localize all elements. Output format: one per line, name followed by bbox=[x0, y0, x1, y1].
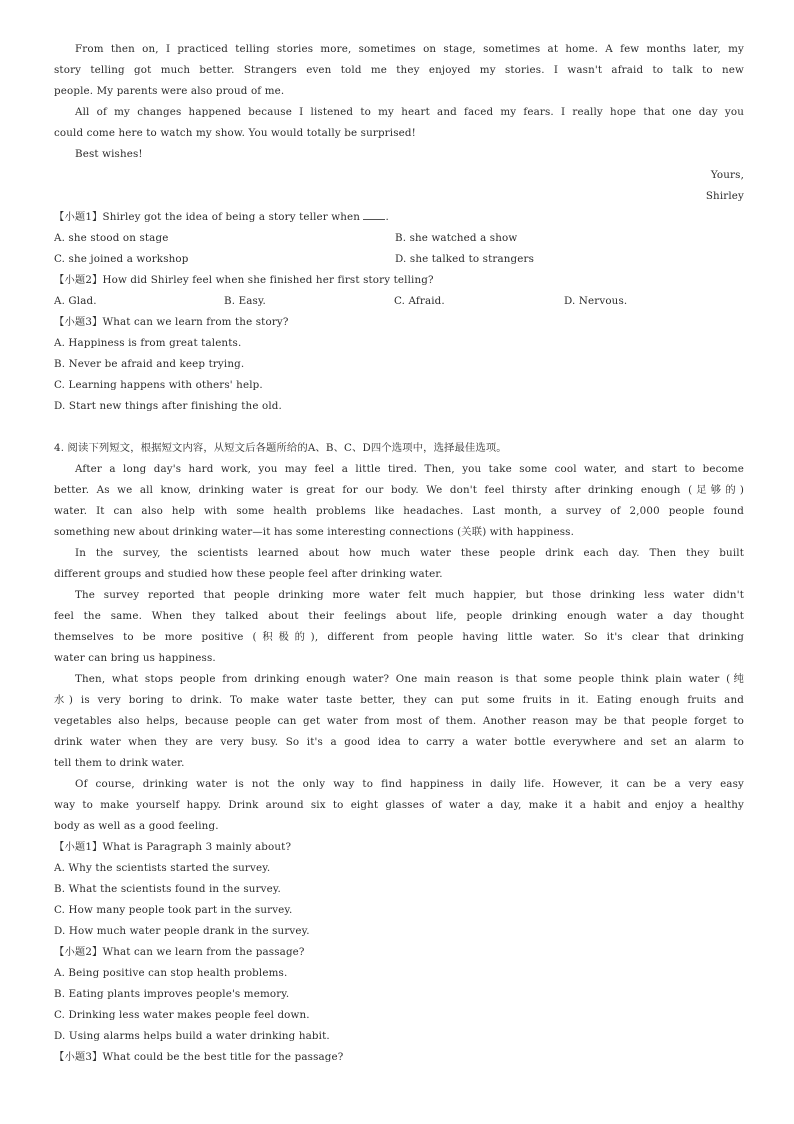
text-line: could come here to watch my show. You would totally be surprised! bbox=[54, 127, 416, 139]
text-line: story telling got much better. Strangers even told me they enjoyed my stories. I wasn't afraid to talk to new bbox=[54, 64, 744, 76]
question-3-2 bbox=[54, 270, 744, 312]
option-c[interactable]: C. she joined a workshop bbox=[54, 253, 189, 265]
option-d[interactable]: D. Using alarms helps build a water drinking habit. bbox=[54, 1030, 330, 1042]
passage4-paragraph-2 bbox=[54, 543, 744, 585]
options-row bbox=[54, 228, 744, 249]
text-line: feel the same. When they talked about their feelings about life, people drinking enough water a day thought bbox=[54, 610, 744, 622]
option-b[interactable]: B. she watched a show bbox=[395, 232, 518, 244]
text-line: people. My parents were also proud of me. bbox=[54, 85, 285, 97]
option-b[interactable]: B. Never be afraid and keep trying. bbox=[54, 358, 245, 370]
text-line: drink water when they are very busy. So it's a good idea to carry a water bottle everywhere and set an alarm to bbox=[54, 736, 744, 748]
question-4-3 bbox=[54, 1047, 744, 1068]
text-line: Then, what stops people from drinking enough water? One main reason is that some people think plain water (纯 bbox=[75, 673, 744, 685]
option-a[interactable]: A. Why the scientists started the survey. bbox=[54, 862, 271, 874]
question-stem: 【小题2】How did Shirley feel when she finished her first story telling? bbox=[54, 274, 434, 286]
option-a[interactable]: A. she stood on stage bbox=[54, 232, 169, 244]
question-3-1 bbox=[54, 207, 744, 270]
passage3-paragraph-2 bbox=[54, 102, 744, 144]
text-line: All of my changes happened because I listened to my heart and faced my fears. I really hope that one day you bbox=[75, 106, 744, 118]
option-d[interactable]: D. she talked to strangers bbox=[395, 253, 535, 265]
question-stem: 【小题3】What can we learn from the story? bbox=[54, 316, 289, 328]
text-line: vegetables also helps, because people can get water from most of them. Another reason may be that people forget to bbox=[54, 715, 744, 727]
question-4-2 bbox=[54, 942, 744, 1047]
answer-blank bbox=[363, 210, 385, 220]
option-c[interactable]: C. Afraid. bbox=[394, 295, 445, 307]
text-line: tell them to drink water. bbox=[54, 757, 185, 769]
text-line: 水) is very boring to drink. To make water taste better, they can put some fruits in it. Eating enough fruits and bbox=[54, 694, 744, 706]
text-line: better. As we all know, drinking water is great for our body. We don't feel thirsty after drinking enough (足够的) bbox=[54, 484, 744, 496]
passage4-paragraph-5 bbox=[54, 774, 744, 837]
text-line: body as well as a good feeling. bbox=[54, 820, 219, 832]
option-b[interactable]: B. Eating plants improves people's memory. bbox=[54, 988, 290, 1000]
question-3-3 bbox=[54, 312, 744, 417]
option-b[interactable]: B. What the scientists found in the survey. bbox=[54, 883, 281, 895]
passage4-paragraph-4 bbox=[54, 669, 744, 774]
exam-page bbox=[54, 39, 744, 1068]
text-line: From then on, I practiced telling stories more, sometimes on stage, sometimes at home. A few months later, my bbox=[75, 43, 744, 55]
option-b[interactable]: B. Easy. bbox=[224, 295, 266, 307]
text-line: way to make yourself happy. Drink around six to eight glasses of water a day, make it a habit and enjoy a healthy bbox=[54, 799, 744, 811]
text-line: themselves to be more positive (积极的), different from people having little water. So it's clear that drinking bbox=[54, 631, 744, 643]
question-stem: 【小题2】What can we learn from the passage? bbox=[54, 946, 305, 958]
passage4-paragraph-1 bbox=[54, 459, 744, 543]
option-c[interactable]: C. Learning happens with others' help. bbox=[54, 379, 263, 391]
passage4-paragraph-3 bbox=[54, 585, 744, 669]
option-a[interactable]: A. Glad. bbox=[54, 295, 97, 307]
letter-closing: Best wishes! bbox=[75, 148, 143, 160]
option-a[interactable]: A. Happiness is from great talents. bbox=[54, 337, 242, 349]
options-row bbox=[54, 291, 744, 312]
option-a[interactable]: A. Being positive can stop health problems. bbox=[54, 967, 288, 979]
question-stem: 【小题1】What is Paragraph 3 mainly about? bbox=[54, 841, 292, 853]
text-line: different groups and studied how these people feel after drinking water. bbox=[54, 568, 443, 580]
option-c[interactable]: C. How many people took part in the survey. bbox=[54, 904, 293, 916]
letter-signature: Shirley bbox=[705, 190, 744, 202]
options-row bbox=[54, 249, 744, 270]
text-line: water can bring us happiness. bbox=[54, 652, 216, 664]
text-line: In the survey, the scientists learned about how much water these people drink each day. Then they built bbox=[75, 547, 744, 559]
text-line: After a long day's hard work, you may feel a little tired. Then, you take some cool water, and start to become bbox=[75, 463, 744, 475]
option-d[interactable]: D. Nervous. bbox=[564, 295, 628, 307]
option-c[interactable]: C. Drinking less water makes people feel down. bbox=[54, 1009, 310, 1021]
question-stem: 【小题1】Shirley got the idea of being a story teller when . bbox=[54, 211, 389, 223]
option-d[interactable]: D. Start new things after finishing the old. bbox=[54, 400, 282, 412]
option-d[interactable]: D. How much water people drank in the survey. bbox=[54, 925, 310, 937]
text-line: something new about drinking water—it has some interesting connections (关联) with happiness. bbox=[54, 526, 575, 538]
text-line: The survey reported that people drinking more water felt much happier, but those drinking less water didn't bbox=[75, 589, 744, 601]
passage3-paragraph-1 bbox=[54, 39, 744, 102]
question-stem: 【小题3】What could be the best title for the passage? bbox=[54, 1051, 344, 1063]
section-spacer bbox=[54, 417, 744, 438]
section-4-instruction: 4. 阅读下列短文，根据短文内容，从短文后各题所给的A、B、C、D四个选项中，选择最佳选项。 bbox=[54, 442, 507, 454]
question-4-1 bbox=[54, 837, 744, 942]
text-line: Of course, drinking water is not the only way to find happiness in daily life. However, it can be a very easy bbox=[75, 778, 744, 790]
text-line: water. It can also help with some health problems like headaches. Last month, a survey of 2,000 people found bbox=[54, 505, 744, 517]
letter-signoff: Yours, bbox=[710, 169, 744, 181]
